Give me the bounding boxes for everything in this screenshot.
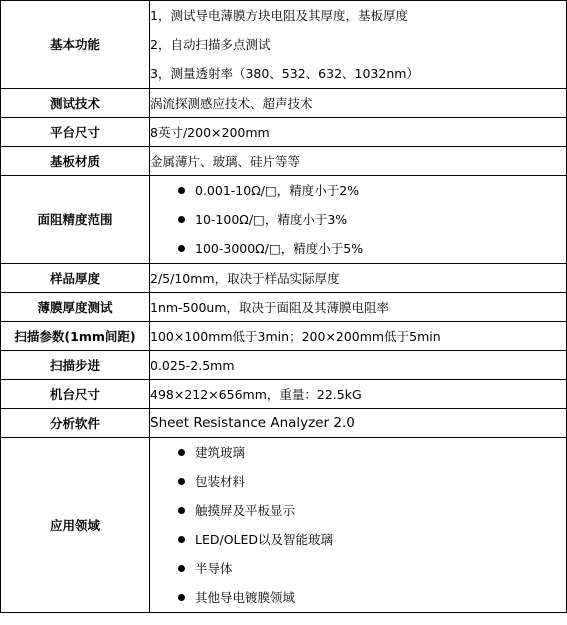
- bullet-icon: [178, 245, 185, 252]
- row-value-sample: 2/5/10mm，取决于样品实际厚度: [150, 270, 340, 286]
- table-row: [1, 293, 567, 322]
- row-label-machine: 机台尺寸: [1, 380, 150, 409]
- bullet-icon: [178, 216, 185, 223]
- row-value-scan-params: 100×100mm低于3min；200×200mm低于5min: [150, 328, 441, 344]
- list-item: 1，测试导电薄膜方块电阻及其厚度，基板厚度: [150, 8, 408, 23]
- list-item: 建筑玻璃: [150, 438, 566, 467]
- row-value-scan-step: 0.025-2.5mm: [150, 357, 235, 373]
- bullet-icon: [178, 187, 185, 194]
- table-row: [1, 264, 567, 293]
- list-item: 包装材料: [150, 467, 566, 496]
- row-value-substrate: 金属薄片、玻璃、硅片等等: [150, 153, 301, 169]
- row-value-machine: 498×212×656mm，重量：22.5kG: [150, 386, 362, 402]
- list-item: 2，自动扫描多点测试: [150, 37, 271, 52]
- bullet-icon: [178, 565, 185, 572]
- bullet-icon: [178, 536, 185, 543]
- row-value-software: Sheet Resistance Analyzer 2.0: [150, 414, 355, 431]
- row-value-film: 1nm-500um，取决于面阻及其薄膜电阻率: [150, 299, 390, 315]
- list-item: 半导体: [150, 554, 566, 583]
- row-value-platform: 8英寸/200×200mm: [150, 124, 270, 140]
- table-row: [1, 147, 567, 176]
- row-label-platform: 平台尺寸: [1, 118, 150, 147]
- row-value-application: [150, 438, 567, 613]
- row-label-scan-step: 扫描步进: [1, 351, 150, 380]
- bullet-icon: [178, 507, 185, 514]
- table-row: [1, 118, 567, 147]
- row-label-scan-params: 扫描参数(1mm间距): [1, 322, 150, 351]
- bullet-icon: [178, 594, 185, 601]
- table-row: [1, 322, 567, 351]
- list-item: 3，测量透射率（380、532、632、1032nm）: [150, 66, 419, 81]
- row-label-substrate: 基板材质: [1, 147, 150, 176]
- row-label-accuracy: 面阻精度范围: [1, 176, 150, 264]
- list-item: 10-100Ω/□，精度小于3%: [150, 205, 566, 234]
- table-row: [1, 409, 567, 438]
- list-item: 触摸屏及平板显示: [150, 496, 566, 525]
- row-label-application: 应用领域: [1, 438, 150, 613]
- table-row: [1, 438, 567, 613]
- row-label-tech: 测试技术: [1, 89, 150, 118]
- table-row: [1, 351, 567, 380]
- row-value-accuracy: [150, 176, 567, 264]
- row-label-basic: 基本功能: [1, 1, 150, 89]
- row-label-software: 分析软件: [1, 409, 150, 438]
- row-value-tech: 涡流探测感应技术、超声技术: [150, 95, 313, 111]
- list-item: LED/OLED以及智能玻璃: [150, 525, 566, 554]
- table-row: [1, 380, 567, 409]
- table-row: [1, 176, 567, 264]
- list-item: 100-3000Ω/□，精度小于5%: [150, 234, 566, 263]
- list-item: 0.001-10Ω/□，精度小于2%: [150, 176, 566, 205]
- bullet-icon: [178, 478, 185, 485]
- table-row: [1, 89, 567, 118]
- list-item: 其他导电镀膜领域: [150, 583, 566, 612]
- bullet-icon: [178, 449, 185, 456]
- row-label-film: 薄膜厚度测试: [1, 293, 150, 322]
- row-value-basic: [150, 1, 567, 89]
- table-row: [1, 1, 567, 89]
- row-label-sample: 样品厚度: [1, 264, 150, 293]
